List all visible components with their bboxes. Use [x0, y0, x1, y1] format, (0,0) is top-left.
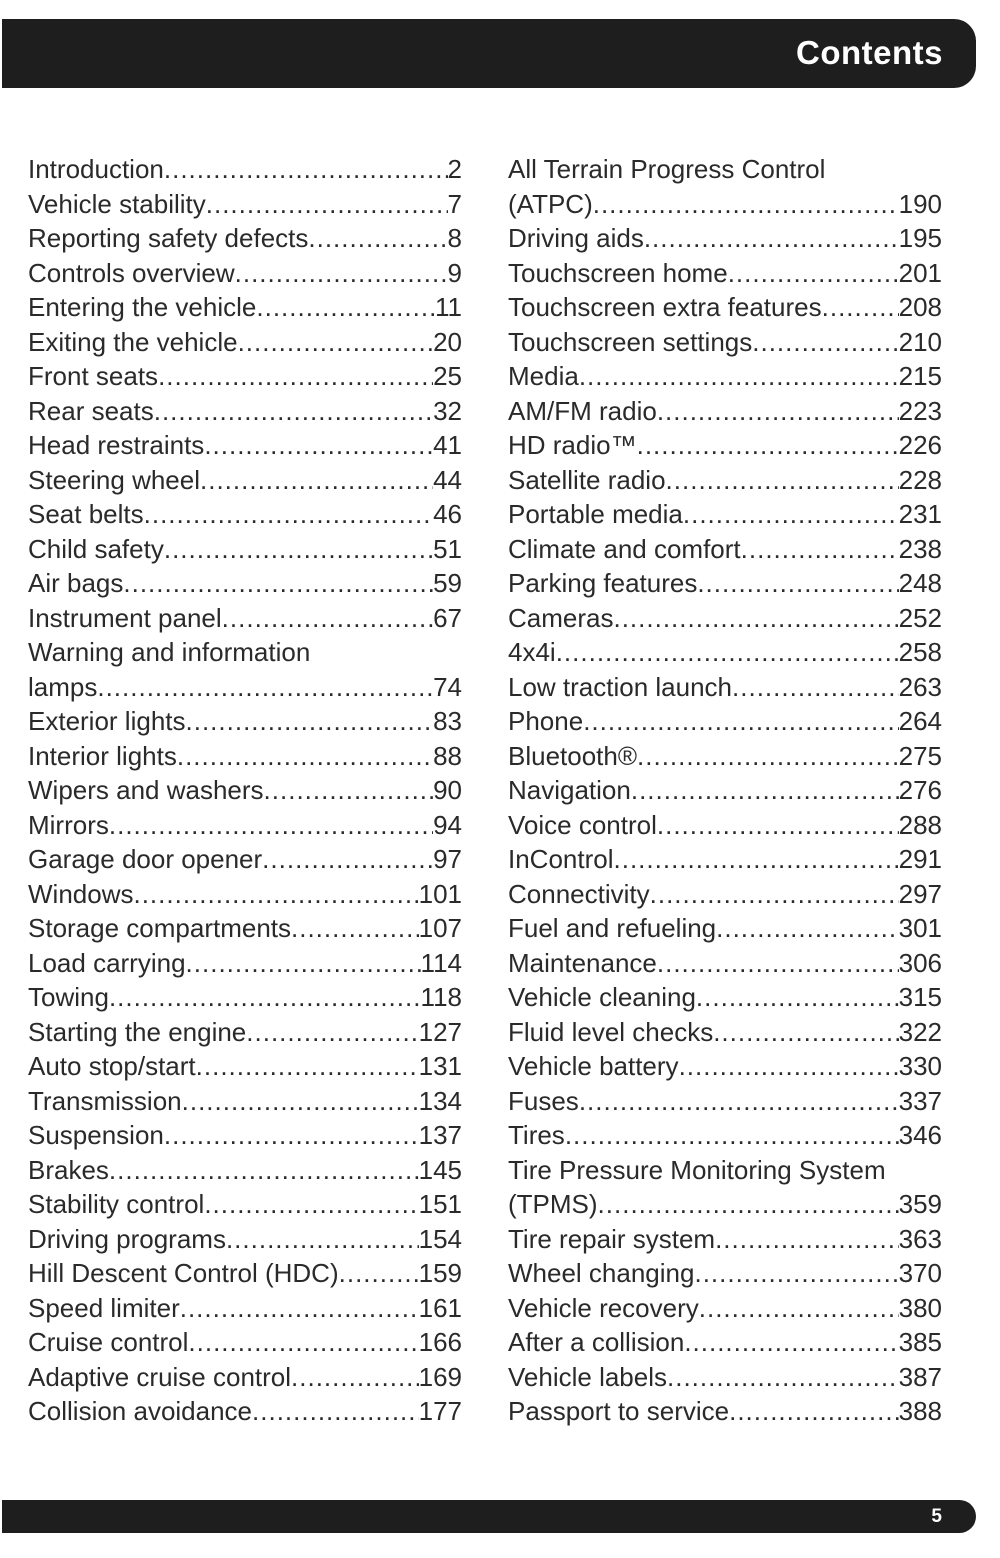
toc-entry [28, 1360, 462, 1395]
toc-entry-page: 322 [898, 1016, 942, 1047]
toc-leader-dots [235, 256, 448, 291]
toc-leader-dots [637, 428, 899, 463]
toc-entry-label: Starting the engine [28, 1016, 247, 1047]
toc-entry-page: 154 [418, 1223, 462, 1254]
toc-entry-page: 59 [433, 568, 462, 598]
toc-entry [508, 842, 942, 877]
toc-entry-page: 44 [433, 464, 462, 495]
toc-entry-page: 118 [420, 982, 462, 1012]
toc-entry-label: Reporting safety defects [28, 223, 309, 253]
toc-entry-label: Stability control [28, 1189, 205, 1219]
toc-entry-label: (ATPC) [508, 188, 593, 219]
toc-entry-label: Touchscreen settings [508, 326, 753, 357]
toc-leader-dots [144, 497, 433, 532]
toc-entry-page: 2 [447, 154, 462, 184]
toc-entry-page: 101 [418, 878, 462, 909]
toc-leader-dots [556, 635, 899, 670]
toc-leader-dots [694, 1256, 898, 1291]
toc-entry-page: 210 [898, 326, 942, 357]
toc-entry [508, 1291, 942, 1326]
toc-entry [28, 1084, 462, 1119]
toc-entry-label: Passport to service [508, 1396, 730, 1426]
toc-entry [508, 359, 942, 394]
toc-leader-dots [579, 1084, 899, 1119]
toc-entry-label: Exiting the vehicle [28, 326, 238, 357]
toc-entry [508, 601, 942, 636]
toc-entry [508, 773, 942, 808]
toc-entry [28, 221, 462, 256]
toc-entry [28, 946, 462, 981]
toc-entry-page: 248 [898, 568, 942, 598]
toc-entry [508, 394, 942, 429]
toc-entry-label: Driving aids [508, 223, 644, 253]
toc-entry [28, 394, 462, 429]
toc-entry-label: Wheel changing [508, 1258, 695, 1288]
toc-entry [28, 1394, 462, 1429]
toc-entry [28, 1325, 462, 1360]
toc-leader-dots [752, 325, 898, 360]
toc-entry-page: 83 [433, 706, 462, 736]
toc-entry [28, 1187, 462, 1222]
toc-entry [508, 1360, 942, 1395]
toc-entry-page: 231 [898, 499, 942, 529]
toc-entry-page: 337 [898, 1085, 942, 1116]
toc-entry-label: Satellite radio [508, 464, 666, 495]
toc-entry-page: 288 [898, 809, 942, 840]
toc-leader-dots [133, 877, 418, 912]
toc-leader-dots [697, 566, 898, 601]
toc-entry-label: Navigation [508, 775, 631, 805]
toc-entry-label: Portable media [508, 499, 683, 529]
toc-entry-label: Hill Descent Control (HDC) [28, 1258, 339, 1288]
toc-entry-page: 166 [418, 1327, 462, 1357]
toc-leader-dots [598, 1187, 899, 1222]
toc-entry-label: Load carrying [28, 947, 186, 978]
toc-entry [28, 359, 462, 394]
toc-entry-page: 228 [898, 464, 942, 495]
toc-entry-label: Storage compartments [28, 913, 292, 943]
toc-leader-dots [200, 463, 433, 498]
toc-leader-dots [741, 532, 899, 567]
toc-leader-dots [631, 773, 899, 808]
toc-entry-page: 51 [433, 533, 462, 564]
toc-leader-dots [246, 1015, 418, 1050]
toc-left-column [28, 152, 462, 1429]
toc-entry-page: 88 [433, 740, 462, 771]
toc-entry-label: Cruise control [28, 1327, 189, 1357]
toc-entry [508, 911, 942, 946]
toc-entry [28, 1291, 462, 1326]
toc-entry-label: Vehicle recovery [508, 1292, 699, 1323]
toc-leader-dots [613, 601, 898, 636]
toc-leader-dots [644, 221, 899, 256]
toc-leader-dots [657, 394, 899, 429]
toc-entry [508, 1222, 942, 1257]
toc-entry-page: 315 [898, 982, 942, 1012]
toc-leader-dots [109, 1153, 419, 1188]
toc-entry-label: Brakes [28, 1154, 109, 1185]
toc-entry-page: 94 [433, 809, 462, 840]
toc-entry [28, 1015, 462, 1050]
toc-entry-page: 46 [433, 499, 462, 529]
toc-entry-label: Climate and comfort [508, 533, 741, 564]
toc-entry [28, 463, 462, 498]
toc-entry-label: Cameras [508, 602, 614, 633]
toc-entry-label: Towing [28, 982, 109, 1012]
toc-entry-label: Front seats [28, 361, 159, 391]
toc-entry-page: 114 [420, 947, 462, 978]
toc-entry [28, 1256, 462, 1291]
toc-leader-dots [729, 1394, 899, 1429]
toc-entry [28, 980, 462, 1015]
toc-entry-page: 359 [898, 1189, 942, 1219]
page-number: 5 [931, 1506, 942, 1527]
toc-entry-page: 131 [418, 1051, 462, 1081]
toc-entry-page: 201 [898, 257, 942, 288]
toc-leader-dots [715, 1222, 899, 1257]
toc-leader-dots [182, 1084, 419, 1119]
toc-entry-page: 90 [433, 775, 462, 805]
toc-entry [508, 463, 942, 498]
toc-entry-page: 330 [898, 1051, 942, 1081]
toc-entry [28, 290, 462, 325]
toc-entry-label: Transmission [28, 1085, 182, 1116]
toc-entry [28, 566, 462, 601]
toc-entry [28, 773, 462, 808]
toc-entry [28, 187, 462, 222]
toc-entry-label: Fuel and refueling [508, 913, 717, 943]
toc-entry [28, 152, 462, 187]
toc-entry-page: 151 [418, 1189, 462, 1219]
toc-leader-dots [291, 1360, 419, 1395]
toc-leader-dots [565, 1118, 899, 1153]
toc-entry-label: Entering the vehicle [28, 292, 257, 322]
toc-leader-dots [158, 359, 433, 394]
toc-leader-dots [109, 980, 421, 1015]
toc-entry [28, 532, 462, 567]
toc-leader-dots [657, 946, 899, 981]
toc-entry [28, 256, 462, 291]
toc-entry [508, 635, 942, 670]
toc-entry-label: Vehicle labels [508, 1361, 667, 1392]
toc-leader-dots [177, 739, 433, 774]
toc-entry-page: 297 [898, 878, 942, 909]
toc-leader-dots [699, 1291, 899, 1326]
toc-entry-label: Instrument panel [28, 602, 222, 633]
toc-entry [508, 428, 942, 463]
toc-entry-page: 346 [898, 1120, 942, 1150]
toc-entry-page: 276 [898, 775, 942, 805]
toc-entry-page: 169 [418, 1361, 462, 1392]
toc-entry-page: 137 [418, 1120, 462, 1150]
toc-entry-label: Connectivity [508, 878, 650, 909]
toc-entry-label: Windows [28, 878, 134, 909]
toc-entry-label: AM/FM radio [508, 395, 657, 426]
toc-leader-dots [238, 325, 434, 360]
toc-leader-dots [262, 842, 433, 877]
toc-leader-dots [204, 1187, 418, 1222]
toc-entry-label: Touchscreen extra features [508, 292, 822, 322]
toc-entry-label: Adaptive cruise control [28, 1361, 292, 1392]
toc-leader-dots [164, 152, 448, 187]
toc-leader-dots [684, 1325, 898, 1360]
toc-entry-page: 127 [418, 1016, 462, 1047]
toc-entry-page: 161 [418, 1292, 462, 1323]
toc-entry-page: 370 [898, 1258, 942, 1288]
toc-entry-label: Parking features [508, 568, 698, 598]
toc-entry-page: 97 [433, 844, 462, 874]
toc-entry-page: 145 [418, 1154, 462, 1185]
toc-entry [508, 877, 942, 912]
toc-entry-label: All Terrain Progress Control [508, 154, 826, 184]
toc-entry-label: HD radio™ [508, 430, 637, 460]
toc-leader-dots [180, 1291, 419, 1326]
toc-leader-dots [650, 877, 899, 912]
toc-entry-label: Low traction launch [508, 671, 733, 702]
toc-entry [508, 670, 942, 705]
toc-entry-page: 387 [898, 1361, 942, 1392]
toc-entry [508, 808, 942, 843]
toc-entry-page: 385 [898, 1327, 942, 1357]
toc-entry-label: Maintenance [508, 947, 657, 978]
toc-leader-dots [339, 1256, 419, 1291]
toc-entry-label: Seat belts [28, 499, 144, 529]
toc-leader-dots [637, 739, 899, 774]
toc-entry-label: Vehicle stability [28, 188, 206, 219]
toc-entry-label: Warning and information [28, 637, 311, 667]
toc-entry [508, 739, 942, 774]
toc-entry-label: Fuses [508, 1085, 579, 1116]
toc-leader-dots [667, 1360, 899, 1395]
toc-entry-page: 159 [418, 1258, 462, 1288]
toc-leader-dots [683, 497, 899, 532]
toc-entry-page: 263 [898, 671, 942, 702]
toc-entry-label: Mirrors [28, 809, 109, 840]
toc-entry [508, 1084, 942, 1119]
toc-entry-label: (TPMS) [508, 1189, 598, 1219]
toc-leader-dots [264, 773, 434, 808]
toc-entry-page: 226 [898, 430, 942, 460]
toc-entry [508, 1394, 942, 1429]
toc-entry-page: 7 [447, 188, 462, 219]
toc-leader-dots [154, 394, 433, 429]
toc-entry-label: Voice control [508, 809, 657, 840]
toc-entry [508, 1015, 942, 1050]
header-bar [2, 19, 976, 88]
toc-leader-dots [666, 463, 899, 498]
toc-entry-label: Tire repair system [508, 1223, 716, 1254]
toc-entry [508, 497, 942, 532]
toc-entry [28, 911, 462, 946]
toc-entry-page: 264 [898, 706, 942, 736]
page-title: Contents [796, 34, 943, 71]
toc-entry [28, 1222, 462, 1257]
toc-leader-dots [204, 428, 433, 463]
toc-entry-page: 291 [898, 844, 942, 874]
toc-leader-dots [291, 911, 419, 946]
toc-entry-page: 107 [418, 913, 462, 943]
toc-leader-dots [256, 290, 435, 325]
toc-leader-dots [308, 221, 447, 256]
toc-entry-label: Driving programs [28, 1223, 226, 1254]
toc-leader-dots [583, 704, 898, 739]
toc-entry-label: 4x4i [508, 637, 556, 667]
toc-leader-dots [728, 256, 899, 291]
toc-entry-page: 252 [898, 602, 942, 633]
toc-entry-label: Introduction [28, 154, 164, 184]
toc-entry [28, 842, 462, 877]
toc-entry-label: Air bags [28, 568, 124, 598]
toc-leader-dots [696, 980, 899, 1015]
toc-entry [28, 808, 462, 843]
toc-entry-label: After a collision [508, 1327, 685, 1357]
toc-entry [508, 152, 942, 187]
toc-entry-label: Head restraints [28, 430, 205, 460]
toc-entry-page: 177 [418, 1396, 462, 1426]
toc-entry [28, 670, 462, 705]
toc-entry-page: 67 [433, 602, 462, 633]
toc-entry-page: 380 [898, 1292, 942, 1323]
toc-entry [28, 877, 462, 912]
toc-entry-label: Auto stop/start [28, 1051, 196, 1081]
toc-leader-dots [222, 601, 433, 636]
toc-entry-label: Phone [508, 706, 584, 736]
toc-entry [28, 497, 462, 532]
toc-entry-page: 195 [898, 223, 942, 253]
toc-entry [508, 1118, 942, 1153]
toc-entry [508, 290, 942, 325]
toc-leader-dots [252, 1394, 419, 1429]
toc-entry [508, 187, 942, 222]
toc-entry-label: Child safety [28, 533, 164, 564]
toc-entry-page: 134 [418, 1085, 462, 1116]
footer-bar [2, 1500, 976, 1533]
toc-entry-page: 74 [433, 671, 462, 702]
toc-entry-page: 238 [898, 533, 942, 564]
toc-entry [508, 532, 942, 567]
toc-entry-page: 306 [898, 947, 942, 978]
toc-entry [508, 704, 942, 739]
toc-right-column [508, 152, 942, 1429]
toc-entry-page: 25 [433, 361, 462, 391]
toc-entry-page: 8 [447, 223, 462, 253]
toc-entry-page: 208 [898, 292, 942, 322]
toc-leader-dots [164, 532, 433, 567]
toc-entry-label: Bluetooth® [508, 740, 638, 771]
toc-entry [508, 325, 942, 360]
toc-entry-label: Exterior lights [28, 706, 186, 736]
toc-entry [28, 704, 462, 739]
toc-entry [508, 980, 942, 1015]
toc-leader-dots [822, 290, 899, 325]
toc-entry-label: Vehicle cleaning [508, 982, 696, 1012]
toc-entry [28, 1049, 462, 1084]
toc-leader-dots [732, 670, 899, 705]
toc-entry-page: 9 [447, 257, 462, 288]
toc-leader-dots [164, 1118, 419, 1153]
toc-leader-dots [109, 808, 433, 843]
toc-leader-dots [593, 187, 899, 222]
toc-entry [508, 566, 942, 601]
toc-entry-page: 41 [433, 430, 462, 460]
toc-leader-dots [614, 842, 899, 877]
toc-entry-label: Wipers and washers [28, 775, 264, 805]
toc-entry [28, 325, 462, 360]
toc-entry [28, 428, 462, 463]
toc-entry-page: 223 [898, 395, 942, 426]
toc-entry-label: Garage door opener [28, 844, 263, 874]
toc-leader-dots [679, 1049, 899, 1084]
toc-entry-label: Suspension [28, 1120, 164, 1150]
toc-leader-dots [716, 911, 898, 946]
toc-entry-page: 301 [898, 913, 942, 943]
toc-leader-dots [713, 1015, 898, 1050]
toc-entry-page: 11 [435, 292, 462, 322]
toc-entry [508, 946, 942, 981]
toc-entry-label: Tire Pressure Monitoring System [508, 1154, 886, 1185]
toc-entry [28, 601, 462, 636]
toc-entry-label: Controls overview [28, 257, 235, 288]
toc-entry-label: Interior lights [28, 740, 177, 771]
toc-entry-label: Media [508, 361, 579, 391]
toc-entry-label: Steering wheel [28, 464, 200, 495]
toc-leader-dots [226, 1222, 419, 1257]
toc-entry [28, 1118, 462, 1153]
toc-leader-dots [188, 1325, 418, 1360]
toc-entry-page: 215 [898, 361, 942, 391]
toc-entry-label: lamps [28, 671, 98, 702]
toc-entry [508, 1187, 942, 1222]
toc-entry-label: Speed limiter [28, 1292, 180, 1323]
toc-leader-dots [97, 670, 433, 705]
toc-entry-page: 258 [898, 637, 942, 667]
toc-leader-dots [186, 704, 434, 739]
toc-entry-label: Vehicle battery [508, 1051, 679, 1081]
toc-entry [508, 1256, 942, 1291]
toc-entry-label: Touchscreen home [508, 257, 728, 288]
toc-leader-dots [657, 808, 899, 843]
toc-leader-dots [196, 1049, 419, 1084]
toc-entry-label: Collision avoidance [28, 1396, 253, 1426]
toc-leader-dots [206, 187, 448, 222]
toc-leader-dots [186, 946, 421, 981]
toc-entry [508, 221, 942, 256]
toc-entry [508, 1153, 942, 1188]
toc-entry-page: 388 [898, 1396, 942, 1426]
toc-entry [28, 739, 462, 774]
toc-entry [508, 256, 942, 291]
toc-entry [508, 1049, 942, 1084]
toc-entry [28, 1153, 462, 1188]
toc-entry-page: 20 [433, 326, 462, 357]
toc-entry-label: Fluid level checks [508, 1016, 714, 1047]
toc-entry-page: 275 [898, 740, 942, 771]
toc-entry-label: InControl [508, 844, 614, 874]
toc-entry-label: Rear seats [28, 395, 154, 426]
toc-leader-dots [579, 359, 899, 394]
toc-entry-page: 190 [898, 188, 942, 219]
toc-entry [28, 635, 462, 670]
toc-entry-page: 363 [898, 1223, 942, 1254]
toc-entry-page: 32 [433, 395, 462, 426]
toc-entry-label: Tires [508, 1120, 565, 1150]
toc-leader-dots [123, 566, 433, 601]
toc-entry [508, 1325, 942, 1360]
